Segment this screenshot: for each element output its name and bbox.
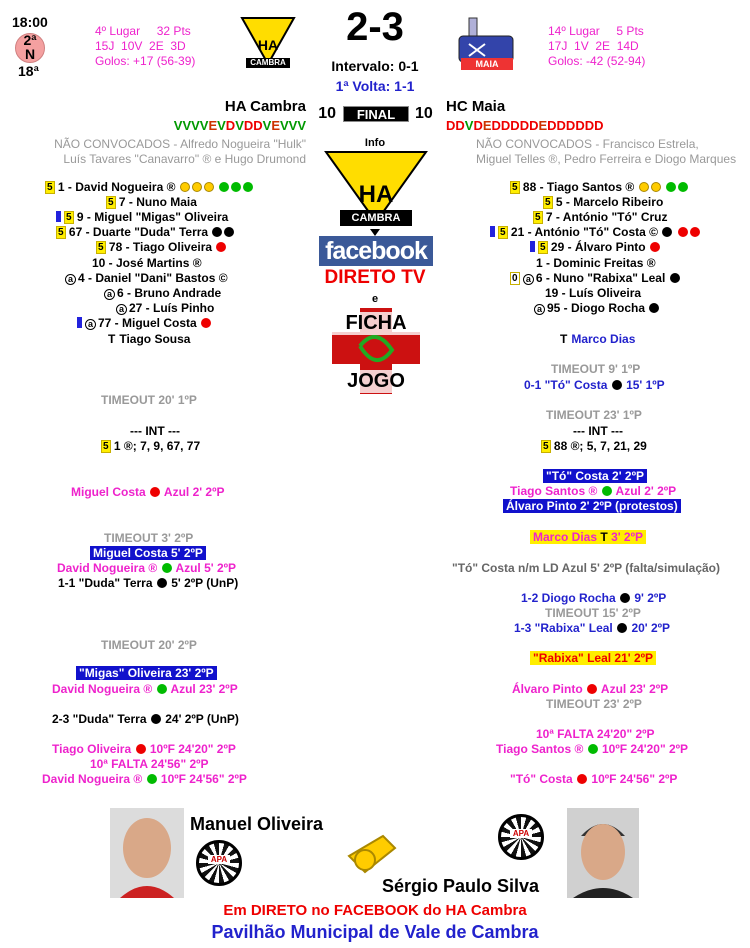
red-card-icon <box>216 242 226 252</box>
green-card-icon <box>162 563 172 573</box>
five-badge-icon: 5 <box>47 182 53 193</box>
sub-list: 1 ®; 7, 9, 67, 77 <box>113 439 201 453</box>
home-event <box>52 682 238 697</box>
home-lineup-row <box>104 286 221 301</box>
red-card-icon <box>136 744 146 754</box>
home-event <box>58 576 238 591</box>
green-card-icon <box>157 684 167 694</box>
away-stats-line1: 14º Lugar 5 Pts <box>548 24 644 38</box>
halftime-score: Intervalo: 0-1 <box>331 58 419 74</box>
chevron-down-icon <box>370 229 380 236</box>
form-result: V <box>464 118 474 133</box>
player-name[interactable]: 5 - Marcelo Ribeiro <box>555 195 664 209</box>
suspension-highlight: "Tó" Costa 2' 2ºP <box>543 469 647 483</box>
away-event <box>496 742 688 757</box>
away-lineup-row <box>510 271 681 286</box>
form-result: V <box>279 118 289 133</box>
home-lineup-row <box>77 316 212 331</box>
green-card-icon <box>147 774 157 784</box>
home-form <box>100 118 306 133</box>
away-lineup-row <box>536 256 656 271</box>
red-card-icon <box>678 227 688 237</box>
home-stats-line3: Golos: +17 (56-39) <box>95 54 196 68</box>
red-card-icon <box>690 227 700 237</box>
event-detail: 3' 2ºP <box>611 530 643 544</box>
form-result: E <box>538 118 548 133</box>
referee-1-photo <box>110 808 184 898</box>
footer-venue: Pavilhão Municipal de Vale de Cambra <box>211 922 539 942</box>
blue-marker-icon <box>56 211 61 222</box>
info-club-logo[interactable] <box>322 150 430 230</box>
gold-card-icon <box>180 182 190 192</box>
form-result: V <box>297 118 306 133</box>
form-result: D <box>253 118 263 133</box>
home-lineup-row <box>56 225 235 240</box>
scoreline: 2-3 <box>346 5 404 49</box>
player-name[interactable]: 95 - Diogo Rocha <box>547 301 646 315</box>
five-badge-icon: 5 <box>58 227 64 238</box>
green-card-icon <box>219 182 229 192</box>
blue-marker-icon <box>530 241 535 252</box>
captain-icon: a <box>116 304 127 315</box>
form-result: D <box>225 118 236 133</box>
footer-facebook-line[interactable]: Em DIRETO no FACEBOOK do HA Cambra <box>223 902 527 919</box>
status-final-badge: FINAL <box>343 106 409 122</box>
away-event <box>521 591 666 606</box>
home-stats-line2: 15J 10V 2E 3D <box>95 39 186 53</box>
player-name[interactable]: 67 - Duarte "Duda" Terra <box>68 225 209 239</box>
info-logo-text: CAMBRA <box>351 212 401 224</box>
event-player: 2-3 "Duda" Terra <box>52 712 147 726</box>
away-lineup-row <box>490 225 701 240</box>
player-name[interactable]: 1 - David Nogueira ® <box>57 180 176 194</box>
captain-icon: a <box>523 274 534 285</box>
five-badge-icon: 5 <box>66 212 72 223</box>
away-absent <box>476 137 750 167</box>
player-name[interactable]: 88 - Tiago Santos ® <box>522 180 635 194</box>
five-badge-icon: 5 <box>535 212 541 223</box>
direto-tv-link[interactable]: DIRETO TV <box>324 267 426 288</box>
form-result: D <box>575 118 585 133</box>
suspension-highlight: Miguel Costa 5' 2ºP <box>90 546 206 560</box>
player-name[interactable]: 1 - Dominic Freitas ® <box>536 256 656 270</box>
event-detail: 5' 2ºP (UnP) <box>171 576 239 590</box>
away-event <box>503 499 681 514</box>
five-badge-icon: 5 <box>543 441 549 452</box>
away-lineup-row <box>534 301 660 316</box>
away-player-count: 10 <box>415 105 433 122</box>
coach-icon: T <box>600 530 608 544</box>
player-name[interactable]: 7 - Nuno Maia <box>118 195 197 209</box>
red-card-icon <box>201 318 211 328</box>
home-event: TIMEOUT 20' 1ºP <box>101 393 197 407</box>
home-event <box>71 485 225 500</box>
match-time: 18:00 <box>12 14 48 30</box>
form-result: D <box>584 118 595 133</box>
player-name[interactable]: 77 - Miguel Costa <box>98 316 197 330</box>
five-badge-icon: 5 <box>540 242 546 253</box>
event-detail: Azul 23' 2ºP <box>600 682 669 696</box>
red-card-icon <box>577 774 587 784</box>
away-event: --- INT --- <box>573 424 623 438</box>
goal-ball-icon <box>620 593 630 603</box>
home-stats <box>95 24 195 69</box>
event-player: Tiago Santos ® <box>510 484 598 498</box>
home-lineup-row <box>45 180 254 195</box>
home-event <box>90 546 206 561</box>
event-detail: Azul 5' 2ºP <box>175 561 237 575</box>
player-name[interactable]: 9 - Miguel "Migas" Oliveira <box>76 210 229 224</box>
referee-1-name: Manuel Oliveira <box>190 814 324 834</box>
away-team-logo[interactable] <box>455 16 517 74</box>
form-result: D <box>565 118 576 133</box>
form-result: D <box>491 118 501 133</box>
home-lineup-row <box>92 256 202 271</box>
suspension-highlight: Álvaro Pinto 2' 2ºP (protestos) <box>503 499 681 513</box>
form-result: E <box>208 118 218 133</box>
away-event: "Tó" Costa n/m LD Azul 5' 2ºP (falta/simulação) <box>452 561 720 575</box>
event-player: David Nogueira ® <box>42 772 143 786</box>
player-name[interactable]: Marco Dias <box>571 332 636 346</box>
blue-marker-icon <box>490 226 495 237</box>
event-player: Álvaro Pinto <box>512 682 583 696</box>
home-event <box>101 439 200 454</box>
event-detail: 10ºF 24'20" 2ºP <box>149 742 236 756</box>
away-event <box>541 439 647 454</box>
home-event: TIMEOUT 20' 2ºP <box>101 638 197 652</box>
event-player: Miguel Costa <box>71 485 146 499</box>
form-result: D <box>556 118 566 133</box>
green-card-icon <box>666 182 676 192</box>
first-leg-score: 1ª Volta: 1-1 <box>335 78 415 94</box>
away-stats <box>548 24 645 69</box>
referee-2-badge-label: APA <box>510 829 532 838</box>
red-card-icon <box>150 487 160 497</box>
player-name[interactable]: 19 - Luís Oliveira <box>545 286 642 300</box>
away-lineup-row <box>530 240 661 255</box>
gold-card-icon <box>192 182 202 192</box>
home-event <box>42 772 247 787</box>
ficha-label: FICHA <box>320 312 432 335</box>
event-detail: Azul 23' 2ºP <box>170 682 238 696</box>
five-badge-icon: 5 <box>103 441 109 452</box>
referee-2-photo <box>567 808 639 898</box>
form-result: V <box>288 118 298 133</box>
whistle-icon <box>343 826 405 878</box>
home-absent-line2: Luís Tavares "Canavarro" ® e Hugo Drumond <box>63 152 306 166</box>
goal-ball-icon <box>670 273 680 283</box>
away-event <box>524 378 665 393</box>
green-card-icon <box>678 182 688 192</box>
five-badge-icon: 5 <box>98 242 104 253</box>
home-lineup-row <box>56 210 228 225</box>
player-name[interactable]: Tiago Sousa <box>119 332 191 346</box>
gold-card-icon <box>639 182 649 192</box>
captain-icon: a <box>65 274 76 285</box>
home-lineup-row <box>108 332 190 347</box>
event-player: Tiago Oliveira <box>52 742 132 756</box>
player-name[interactable]: 6 - Nuno "Rabixa" Leal <box>535 271 666 285</box>
division-label: 2ª N <box>23 32 37 62</box>
form-result: D <box>510 118 520 133</box>
away-absent-line1: NÃO CONVOCADOS - Francisco Estrela, <box>476 137 699 151</box>
green-card-icon <box>588 744 598 754</box>
event-player: 1-3 "Rabixa" Leal <box>514 621 613 635</box>
away-event <box>514 621 670 636</box>
form-result: D <box>455 118 465 133</box>
ficha-jogo-button[interactable] <box>320 306 432 396</box>
away-stats-line2: 17J 1V 2E 14D <box>548 39 639 53</box>
event-detail: Azul 2' 2ºP <box>615 484 677 498</box>
away-event: TIMEOUT 9' 1ºP <box>551 362 641 376</box>
away-lineup-row <box>545 286 641 301</box>
home-event <box>57 561 236 576</box>
form-result: D <box>519 118 530 133</box>
event-player: "Tó" Costa <box>510 772 573 786</box>
goal-ball-icon <box>212 227 222 237</box>
home-lineup-row <box>65 271 228 286</box>
event-detail: Azul 2' 2ºP <box>163 485 225 499</box>
away-event: TIMEOUT 23' 1ºP <box>546 408 642 422</box>
away-team-name[interactable]: HC Maia <box>446 98 506 115</box>
home-absent-line1: NÃO CONVOCADOS - Alfredo Nogueira "Hulk" <box>54 137 306 151</box>
svg-text:HA: HA <box>257 37 279 53</box>
home-absent <box>0 137 306 167</box>
event-player: 1-2 Diogo Rocha <box>521 591 616 605</box>
form-result: V <box>235 118 244 133</box>
form-result: V <box>191 118 200 133</box>
gold-card-icon <box>204 182 214 192</box>
captain-icon: a <box>534 304 545 315</box>
home-lineup-row <box>96 240 227 255</box>
away-event: TIMEOUT 15' 2ºP <box>545 606 641 620</box>
away-event: 10ª FALTA 24'20" 2ºP <box>536 727 655 741</box>
captain-icon: a <box>104 289 115 300</box>
goal-ball-icon <box>617 623 627 633</box>
home-lineup-row <box>116 301 214 316</box>
home-logo-text: CAMBRA <box>250 58 286 67</box>
goal-ball-icon <box>151 714 161 724</box>
svg-text:HA: HA <box>358 181 394 208</box>
jogo-label: JOGO <box>320 370 432 393</box>
away-event: TIMEOUT 23' 2ºP <box>546 697 642 711</box>
event-player: Marco Dias <box>533 530 598 544</box>
home-event: --- INT --- <box>130 424 180 438</box>
form-result: D <box>446 118 456 133</box>
event-detail: 24' 2ºP (UnP) <box>165 712 239 726</box>
away-stats-line3: Golos: -42 (52-94) <box>548 54 646 68</box>
and-label: e <box>371 293 379 305</box>
form-result: D <box>594 118 604 133</box>
away-logo-text: MAIA <box>475 59 499 69</box>
away-event <box>530 530 646 545</box>
away-lineup-row <box>510 180 689 195</box>
event-detail: 20' 2ºP <box>631 621 671 635</box>
form-result: V <box>182 118 192 133</box>
player-name[interactable]: 27 - Luís Pinho <box>129 301 215 315</box>
event-player: 1-1 "Duda" Terra <box>58 576 153 590</box>
five-badge-icon: 5 <box>500 227 506 238</box>
form-result: V <box>262 118 272 133</box>
player-name[interactable]: 78 - Tiago Oliveira <box>108 240 213 254</box>
form-result: D <box>473 118 483 133</box>
referee-2-name: Sérgio Paulo Silva <box>382 876 540 896</box>
red-card-highlight: "Rabixa" Leal 21' 2ºP <box>530 651 656 665</box>
five-badge-icon: 5 <box>108 197 114 208</box>
form-result: D <box>243 118 254 133</box>
goal-ball-icon <box>649 303 659 313</box>
player-name[interactable]: 10 - José Martins ® <box>92 256 202 270</box>
form-result: E <box>482 118 492 133</box>
captain-icon: a <box>85 319 96 330</box>
home-lineup-row <box>106 195 197 210</box>
five-badge-icon: 5 <box>512 182 518 193</box>
coach-icon: T <box>560 332 568 346</box>
suspension-highlight: "Migas" Oliveira 23' 2ºP <box>76 666 217 680</box>
form-result: D <box>529 118 539 133</box>
away-lineup-row <box>533 210 668 225</box>
away-event <box>543 469 647 484</box>
round-label: 18ª <box>18 63 39 79</box>
event-detail: 9' 2ºP <box>634 591 667 605</box>
home-team-name[interactable]: HA Cambra <box>224 98 306 115</box>
event-detail: 10ºF 24'56" 2ºP <box>591 772 678 786</box>
event-player: David Nogueira ® <box>57 561 158 575</box>
five-badge-outline-icon: 0 <box>512 273 518 284</box>
sub-list: 88 ®; 5, 7, 21, 29 <box>553 439 647 453</box>
red-card-icon <box>650 242 660 252</box>
home-stats-line1: 4º Lugar 32 Pts <box>95 24 191 38</box>
away-lineup-row <box>560 332 635 347</box>
event-player: David Nogueira ® <box>52 682 153 696</box>
event-detail: 15' 1ºP <box>626 378 665 392</box>
form-result: E <box>271 118 280 133</box>
player-name[interactable]: 7 - António "Tó" Cruz <box>545 210 668 224</box>
player-name[interactable]: 29 - Álvaro Pinto <box>550 240 646 254</box>
home-player-count: 10 <box>318 105 336 122</box>
goal-ball-icon <box>662 227 672 237</box>
red-card-icon <box>587 684 597 694</box>
player-name[interactable]: 21 - António "Tó" Costa © <box>510 225 659 239</box>
event-player: 0-1 "Tó" Costa <box>524 378 608 392</box>
event-player: Tiago Santos ® <box>496 742 584 756</box>
green-card-icon <box>231 182 241 192</box>
goal-ball-icon <box>224 227 234 237</box>
form-result: D <box>500 118 511 133</box>
referee-1-badge-label: APA <box>208 855 230 864</box>
home-event <box>76 666 217 681</box>
away-absent-line2: Miguel Telles ®, Pedro Ferreira e Diogo Marques <box>476 152 737 166</box>
blue-marker-icon <box>77 317 82 328</box>
gold-card-icon <box>651 182 661 192</box>
coach-icon: T <box>108 332 116 346</box>
event-detail: 10ºF 24'20" 2ºP <box>602 742 689 756</box>
away-lineup-row <box>543 195 663 210</box>
coach-card-highlight <box>530 530 646 544</box>
form-result: V <box>173 118 183 133</box>
player-name[interactable]: 4 - Daniel "Dani" Bastos © <box>78 271 228 285</box>
home-event: 10ª FALTA 24'56" 2ºP <box>90 757 209 771</box>
home-event: TIMEOUT 3' 2ºP <box>104 531 194 545</box>
facebook-button[interactable]: facebook <box>319 236 433 266</box>
away-event <box>530 651 656 666</box>
green-card-icon <box>243 182 253 192</box>
form-result: D <box>547 118 557 133</box>
player-name[interactable]: 6 - Bruno Andrade <box>117 286 222 300</box>
event-detail: 10ºF 24'56" 2ºP <box>160 772 247 786</box>
goal-ball-icon <box>157 578 167 588</box>
away-form <box>446 118 666 133</box>
form-result: V <box>199 118 209 133</box>
info-label[interactable]: Info <box>364 137 386 149</box>
away-event <box>510 772 677 787</box>
away-event <box>512 682 668 697</box>
home-event <box>52 742 236 757</box>
five-badge-icon: 5 <box>545 197 551 208</box>
home-team-logo[interactable] <box>240 14 296 72</box>
green-card-icon <box>602 486 612 496</box>
form-result: V <box>217 118 226 133</box>
away-event <box>510 484 676 499</box>
home-event <box>52 712 239 727</box>
goal-ball-icon <box>612 380 622 390</box>
